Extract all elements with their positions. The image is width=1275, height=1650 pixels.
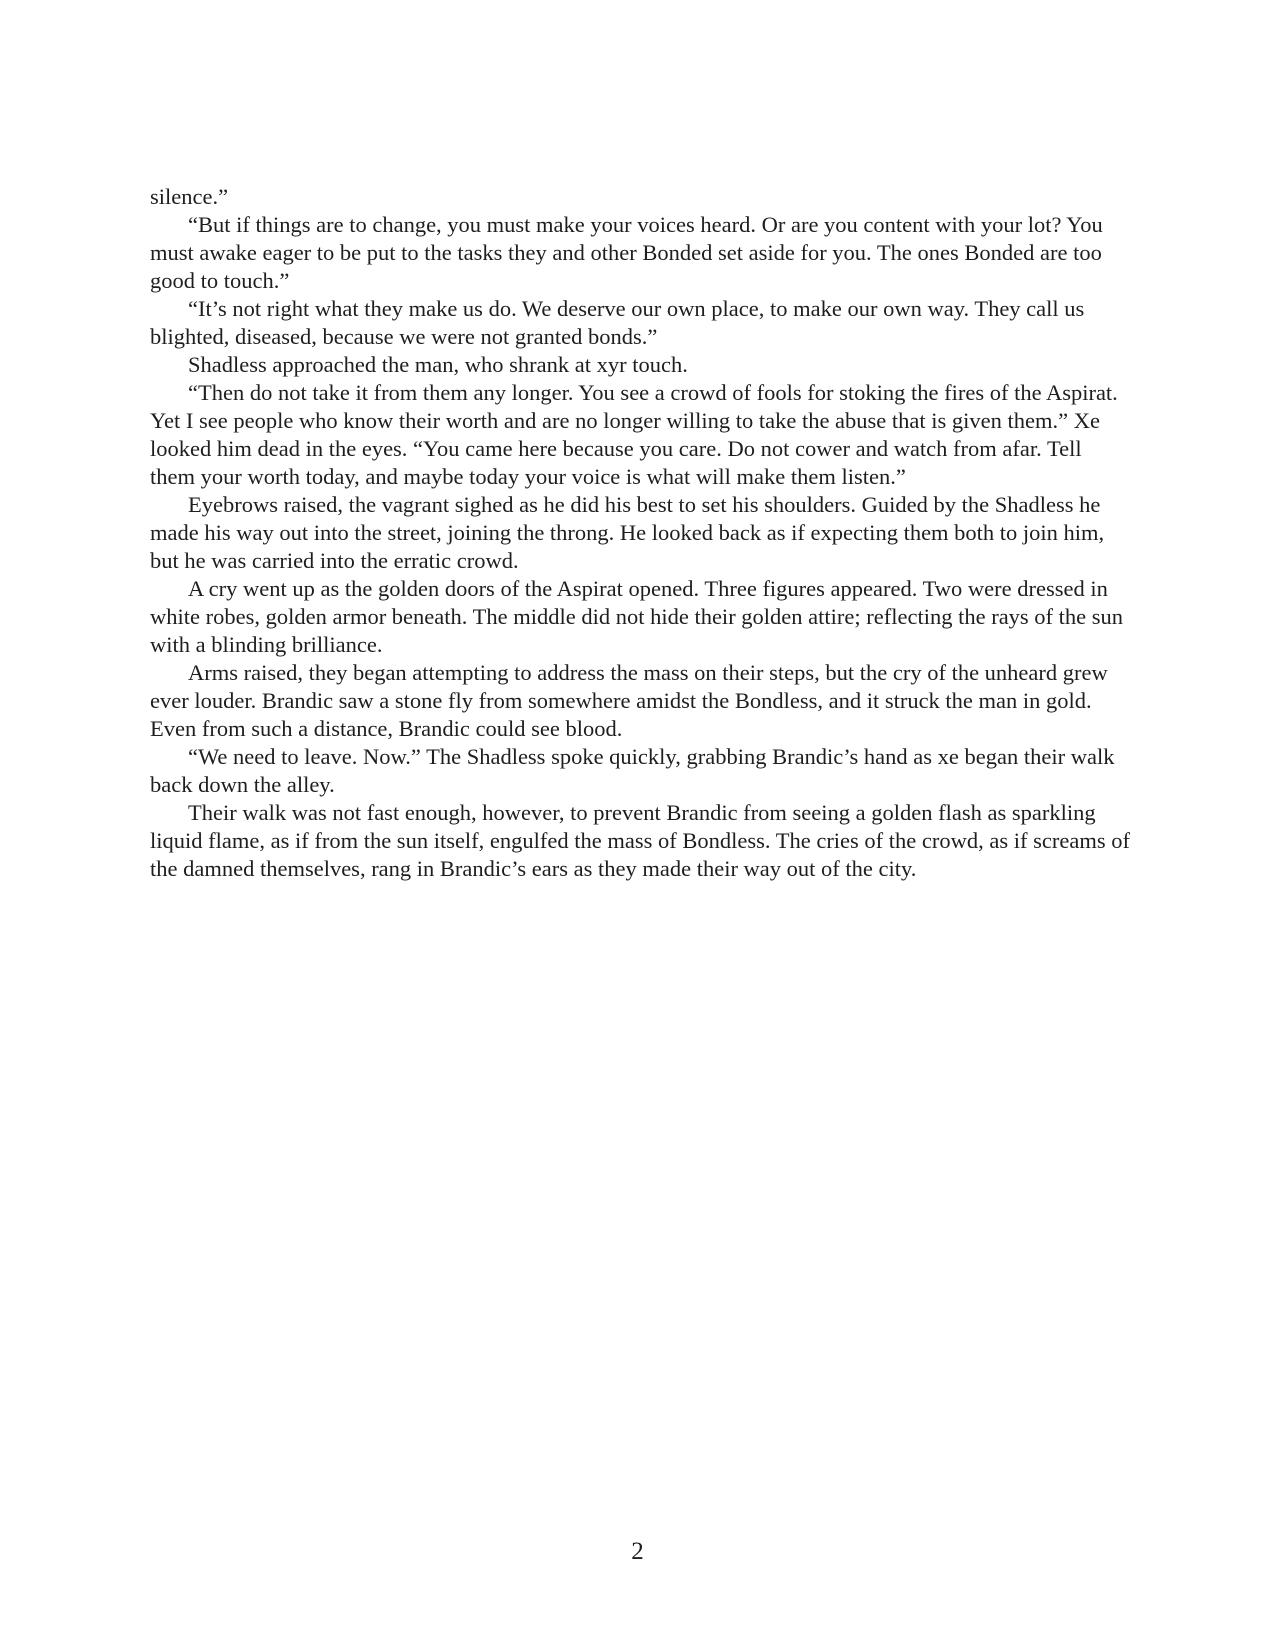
paragraph-9: “We need to leave. Now.” The Shadless spoke quickly, grabbing Brandic’s hand as xe began their walk back down the alley. [150, 744, 1115, 797]
page-number: 2 [631, 1538, 644, 1565]
paragraph-7: A cry went up as the golden doors of the Aspirat opened. Three figures appeared. Two were dressed in white robes, golden armor beneath. The middle did not hide their golden attire; reflecting the rays of the sun with a blinding brilliance. [150, 576, 1124, 657]
body-text [150, 183, 1130, 883]
paragraph-2: “But if things are to change, you must make your voices heard. Or are you content with your lot? You must awake eager to be put to the tasks they and other Bonded set aside for you. The ones Bonded are too good to touch.” [150, 212, 1103, 293]
paragraph-3: “It’s not right what they make us do. We deserve our own place, to make our own way. They call us blighted, diseased, because we were not granted bonds.” [150, 296, 1085, 349]
paragraph-5: “Then do not take it from them any longer. You see a crowd of fools for stoking the fires of the Aspirat. Yet I see people who know their worth and are no longer willing to take the abuse that is given them.” Xe looked him dead in the eyes. “You came here because you care. Do not cower and watch from afar. Tell them your worth today, and maybe today your voice is what will make them listen.” [150, 380, 1118, 489]
paragraph-8: Arms raised, they began attempting to address the mass on their steps, but the cry of the unheard grew ever louder. Brandic saw a stone fly from somewhere amidst the Bondless, and it struck the man in gold. Even from such a distance, Brandic could see blood. [150, 660, 1108, 741]
paragraph-6: Eyebrows raised, the vagrant sighed as he did his best to set his shoulders. Guided by the Shadless he made his way out into the street, joining the throng. He looked back as if expecting them both to join him, but he was carried into the erratic crowd. [150, 492, 1105, 573]
paragraph-4: Shadless approached the man, who shrank at xyr touch. [188, 352, 688, 377]
paragraph-10: Their walk was not fast enough, however, to prevent Brandic from seeing a golden flash as sparkling liquid flame, as if from the sun itself, engulfed the mass of Bondless. The cries of the crowd, as if screams of the damned themselves, rang in Brandic’s ears as they made their way out of the city. [150, 800, 1130, 881]
paragraph-1: silence.” [150, 184, 229, 209]
